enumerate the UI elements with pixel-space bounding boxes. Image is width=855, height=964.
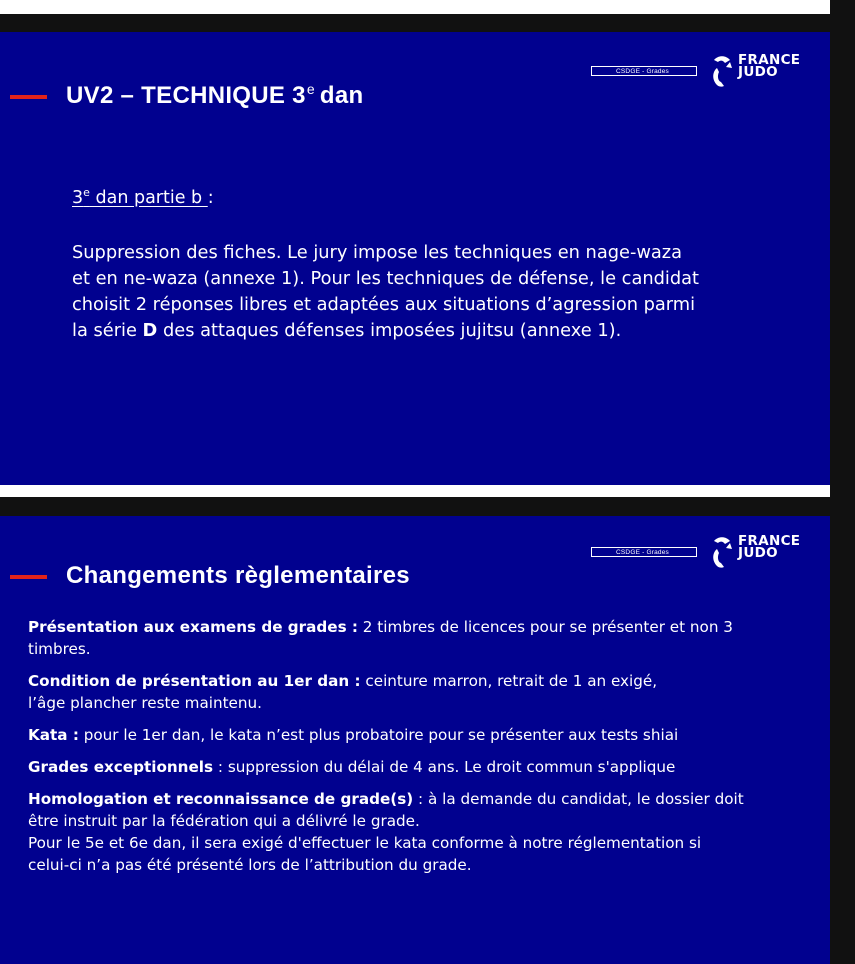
subhead-text: dan partie b: [89, 188, 208, 208]
rule-line: Pour le 5e et 6e dan, il sera exigé d'effectuer le kata conforme à notre réglementation si: [28, 834, 702, 852]
logo-judo-text: JUDO: [738, 64, 778, 80]
subhead-colon: :: [207, 188, 214, 208]
slide-divider: [0, 485, 830, 497]
logo-france-text: FRANCE: [738, 533, 801, 549]
title-accent-bar: [10, 95, 47, 99]
rule-text: : à la demande du candidat, le dossier doit: [413, 790, 744, 808]
rule-line: timbres.: [28, 640, 91, 658]
rule-presentation-examens: [28, 616, 808, 660]
rule-line: [28, 670, 808, 692]
rule-label: Grades exceptionnels: [28, 758, 214, 776]
rule-text: : suppression du délai de 4 ans. Le droit commun s'applique: [213, 758, 676, 776]
body-line: [72, 318, 772, 344]
slide-uv2-technique: [0, 32, 830, 485]
rules-list: [28, 616, 808, 886]
body-text: la série: [72, 320, 143, 341]
rule-label: Homologation et reconnaissance de grade(s): [28, 790, 414, 808]
logo-france-text: FRANCE: [738, 52, 801, 68]
rule-line: celui-ci n’a pas été présenté lors de l’attribution du grade.: [28, 856, 472, 874]
rule-line: être instruit par la fédération qui a délivré le grade.: [28, 812, 420, 830]
subhead-number: 3: [72, 188, 84, 208]
rule-text: 2 timbres de licences pour se présenter et non 3: [357, 618, 733, 636]
logo-judo-text: JUDO: [738, 545, 778, 561]
slide-title-sup: e: [306, 81, 315, 97]
france-judo-logo-icon: [708, 535, 734, 569]
series-letter: D: [142, 320, 158, 341]
subhead-sup: e: [83, 186, 90, 199]
rule-line: [28, 616, 808, 638]
section-subheading: [72, 186, 214, 208]
slide-title-main: UV2 – TECHNIQUE 3: [66, 82, 306, 109]
rule-grades-exceptionnels: [28, 756, 808, 778]
rule-line: l’âge plancher reste maintenu.: [28, 694, 262, 712]
slide-changements-reglementaires: [0, 516, 830, 964]
rule-line: [28, 788, 808, 810]
slide-title: [66, 81, 364, 110]
title-accent-bar: [10, 575, 47, 579]
rule-label: Kata :: [28, 726, 79, 744]
csdge-grades-tag: CSDGE - Grades: [591, 547, 697, 557]
rule-text: ceinture marron, retrait de 1 an exigé,: [360, 672, 658, 690]
body-line: et en ne-waza (annexe 1). Pour les techniques de défense, le candidat: [72, 268, 700, 289]
top-slide-edge: [0, 0, 830, 14]
slide-title: Changements règlementaires: [66, 562, 410, 589]
rule-condition-1er-dan: [28, 670, 808, 714]
rule-line: [28, 724, 808, 746]
csdge-grades-tag: CSDGE - Grades: [591, 66, 697, 76]
rule-line: [28, 756, 808, 778]
slide-body-text: [72, 240, 772, 344]
rule-kata: [28, 724, 808, 746]
rule-label: Présentation aux examens de grades :: [28, 618, 358, 636]
rule-homologation: [28, 788, 808, 876]
body-text: des attaques défenses imposées jujitsu (annexe 1).: [157, 320, 622, 341]
slide-title-end: dan: [319, 82, 364, 109]
rule-text: pour le 1er dan, le kata n’est plus probatoire pour se présenter aux tests shiai: [78, 726, 679, 744]
body-line: Suppression des fiches. Le jury impose les techniques en nage-waza: [72, 242, 683, 263]
rule-label: Condition de présentation au 1er dan :: [28, 672, 361, 690]
france-judo-logo-icon: [708, 54, 734, 88]
body-line: choisit 2 réponses libres et adaptées aux situations d’agression parmi: [72, 294, 696, 315]
